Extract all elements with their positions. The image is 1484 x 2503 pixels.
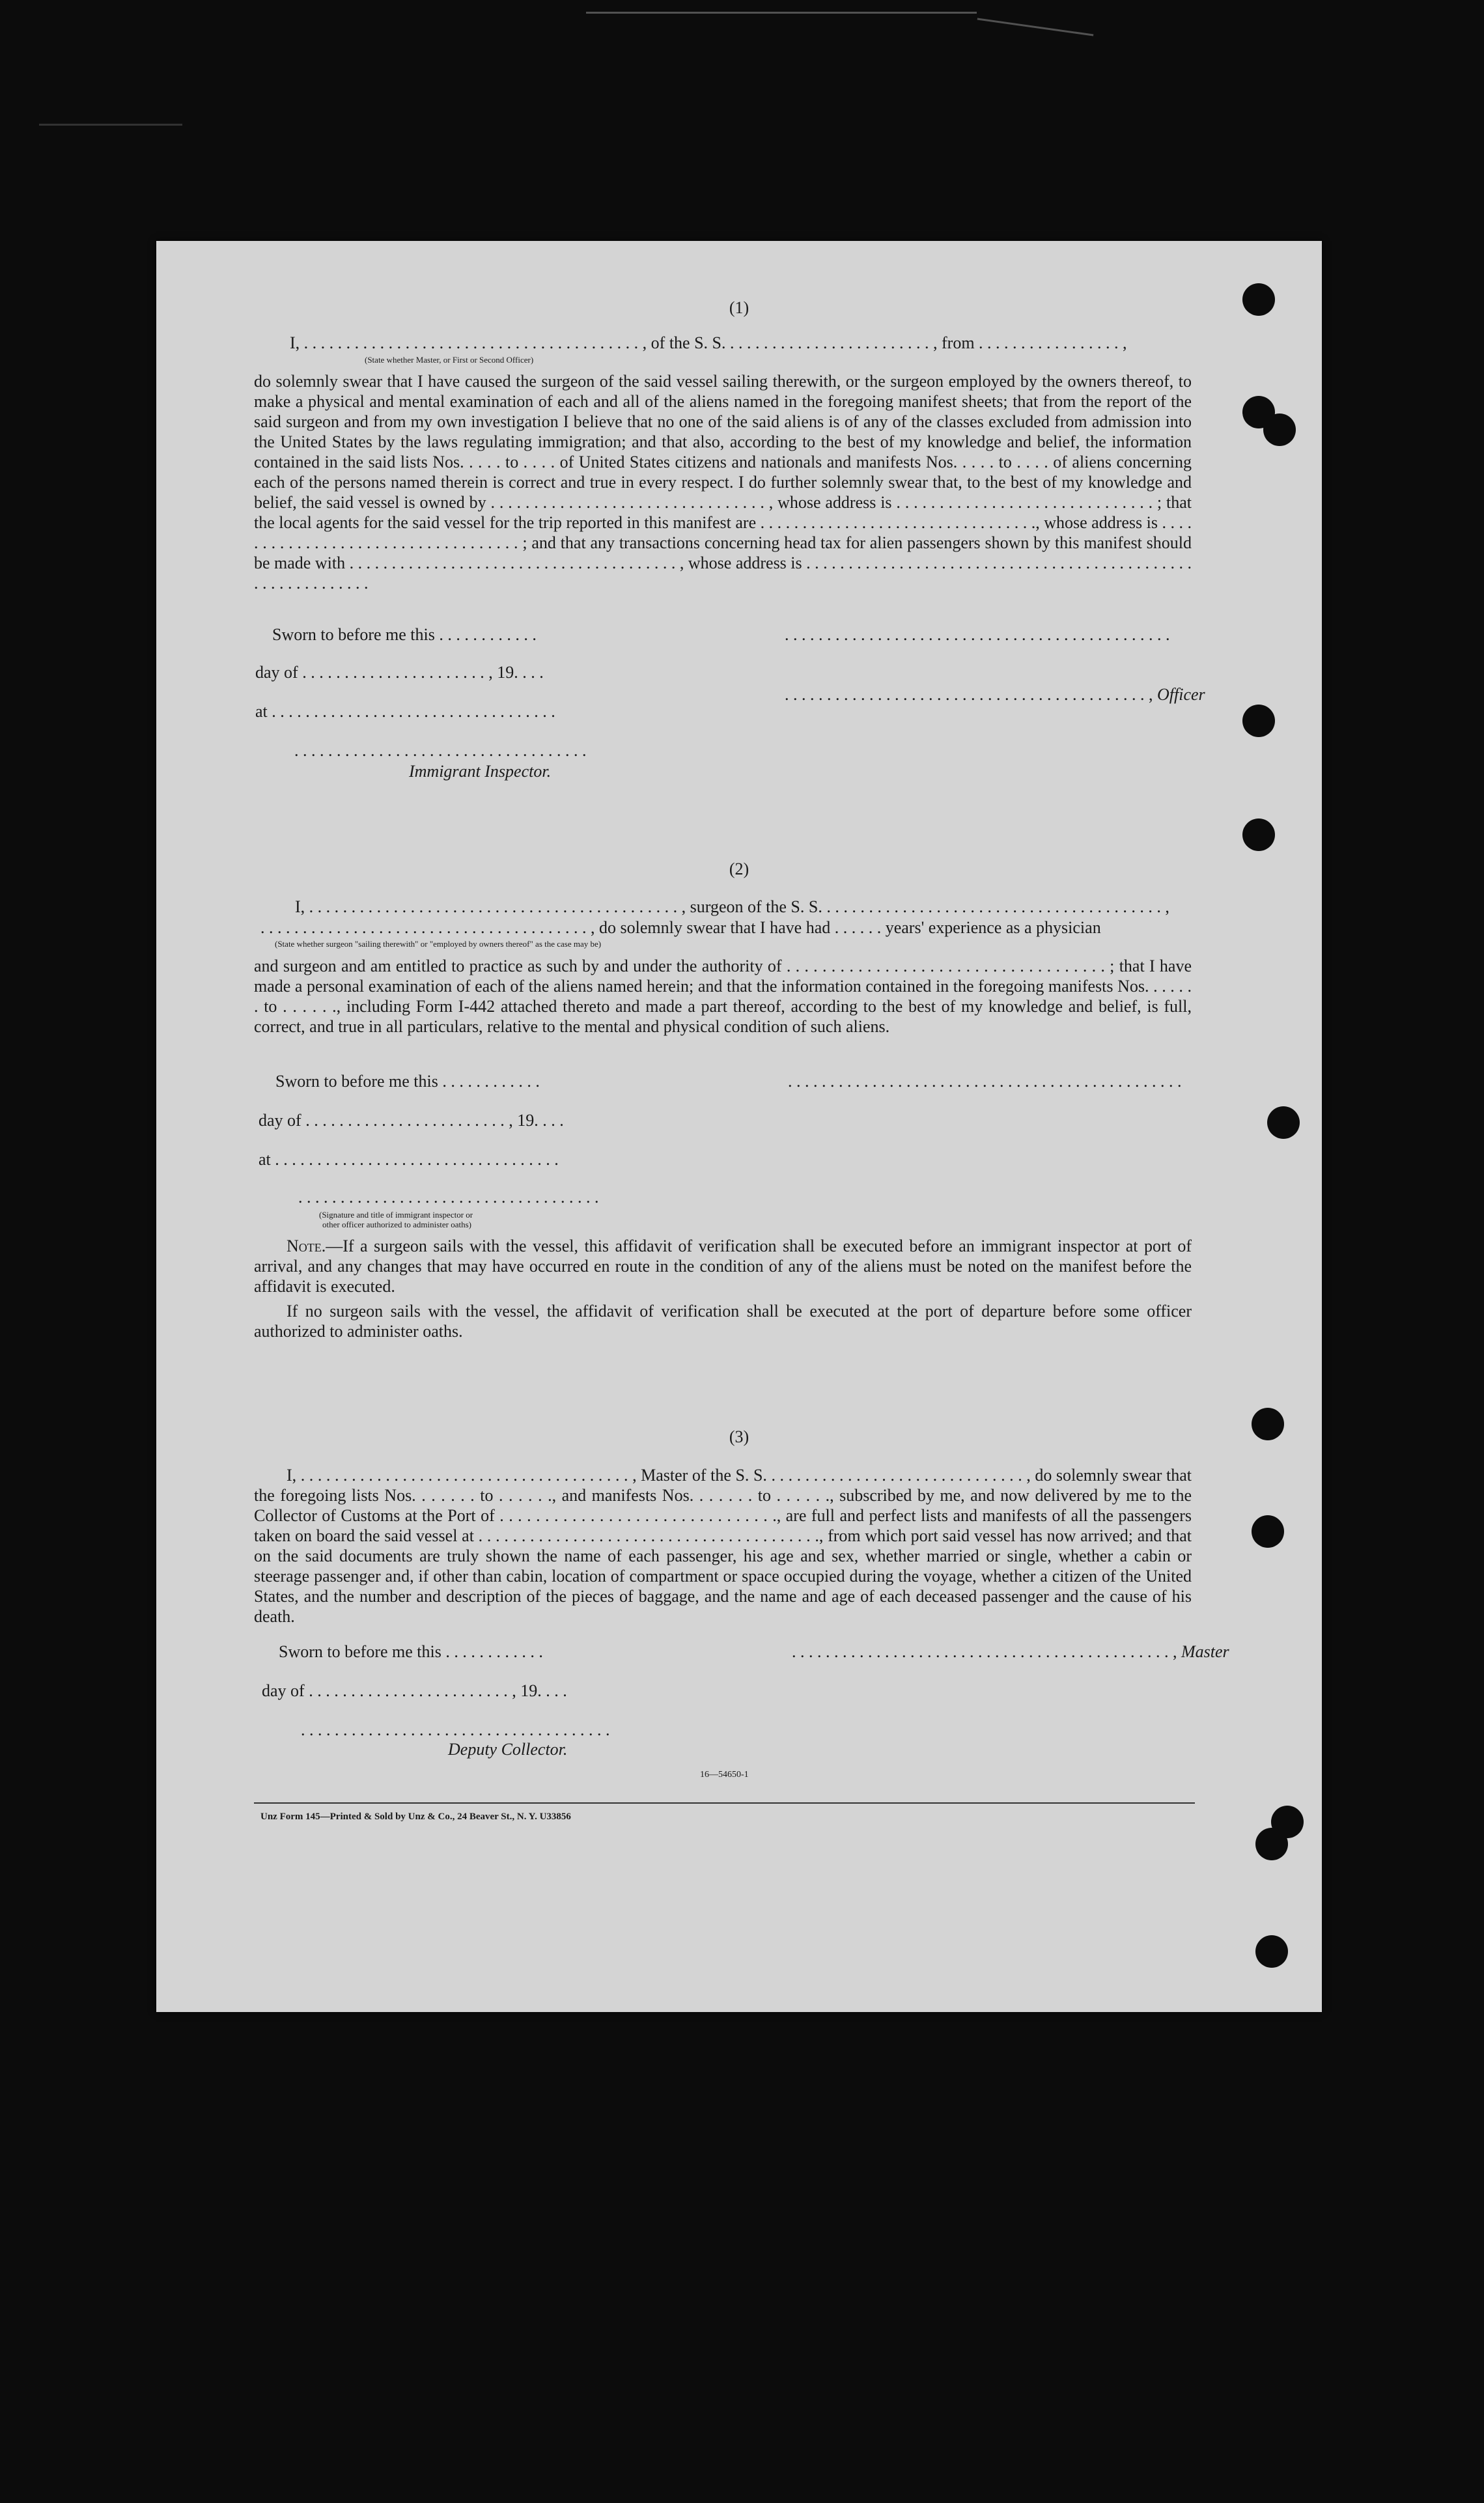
punch-hole xyxy=(1242,705,1275,737)
punch-hole xyxy=(1263,413,1296,446)
section-1-inspector-label: Immigrant Inspector. xyxy=(409,762,552,781)
section-2-inspector-line: . . . . . . . . . . . . . . . . . . . . . . . . . . . . . . . . . . . . xyxy=(298,1188,599,1207)
note-label: Note. xyxy=(287,1237,326,1255)
punch-hole xyxy=(1255,1828,1288,1860)
scan-streak xyxy=(977,18,1094,36)
punch-hole xyxy=(1255,1935,1288,1968)
footer-rule xyxy=(254,1802,1195,1804)
section-2-note-paragraph-2: If no surgeon sails with the vessel, the affidavit of verification shall be executed at the port of departure before some officer authorized to administer oaths. xyxy=(254,1302,1192,1341)
section-2-surgeon-note: (State whether surgeon "sailing therewith" or "employed by owners thereof" as the case may be) xyxy=(275,939,602,949)
section-3-collector-label: Deputy Collector. xyxy=(448,1740,568,1759)
section-3-collector-line: . . . . . . . . . . . . . . . . . . . . . . . . . . . . . . . . . . . . . xyxy=(301,1720,610,1739)
section-1-day-line: day of . . . . . . . . . . . . . . . . . . . . . . , 19. . . . xyxy=(255,663,544,682)
punch-hole xyxy=(1267,1106,1300,1139)
section-1-sworn-line: Sworn to before me this . . . . . . . . . . . . xyxy=(272,625,537,644)
section-3-day-line: day of . . . . . . . . . . . . . . . . . . . . . . . . , 19. . . . xyxy=(262,1681,567,1700)
punch-hole xyxy=(1252,1515,1284,1548)
printer-imprint: Unz Form 145—Printed & Sold by Unz & Co., 24 Beaver St., N. Y. U33856 xyxy=(260,1811,571,1822)
section-2-signature-line: . . . . . . . . . . . . . . . . . . . . . . . . . . . . . . . . . . . . . . . . . . . . . . . xyxy=(788,1072,1182,1091)
section-2-note-paragraph: Note.—If a surgeon sails with the vessel, this affidavit of verification shall be executed before an immigrant inspector at port of arrival, and any changes that may have occurred en route in the condition of any of the aliens must be noted on the manifest before the affidavit is executed. xyxy=(254,1237,1192,1296)
section-2-at-line: at . . . . . . . . . . . . . . . . . . . . . . . . . . . . . . . . . . xyxy=(259,1150,559,1169)
section-2-inspector-note-2: other officer authorized to administer oaths) xyxy=(322,1220,471,1229)
punch-hole xyxy=(1242,818,1275,851)
section-3-master-line: . . . . . . . . . . . . . . . . . . . . . . . . . . . . . . . . . . . . . . . . . . . . . , Master xyxy=(792,1642,1229,1661)
manifest-back-page xyxy=(156,241,1322,2012)
section-2-day-line: day of . . . . . . . . . . . . . . . . . . . . . . . . , 19. . . . xyxy=(259,1111,564,1130)
section-1-rank-note: (State whether Master, or First or Second Officer) xyxy=(365,355,534,365)
section-1-officer-line: . . . . . . . . . . . . . . . . . . . . . . . . . . . . . . . . . . . . . . . . . . . , Officer xyxy=(785,685,1205,704)
form-print-code: 16—54650-1 xyxy=(700,1770,749,1780)
section-1-opening-line: I, . . . . . . . . . . . . . . . . . . . . . . . . . . . . . . . . . . . . . . . . , of the S. S. . . . . . . . . . . . . . . . . . . . . . . . . , from . . . . . . . . . . . . . . . . . , xyxy=(290,333,1127,352)
section-2-inspector-note-1: (Signature and title of immigrant inspector or xyxy=(319,1210,473,1220)
section-2-opening-line: I, . . . . . . . . . . . . . . . . . . . . . . . . . . . . . . . . . . . . . . . . . . . . , surgeon of the S. S. . . . . . . . . . . . . . . . . . . . . . . . . . . . . . . . . . . . . . . . . , xyxy=(295,897,1169,916)
section-2-number: (2) xyxy=(729,860,749,878)
section-3-sworn-line: Sworn to before me this . . . . . . . . . . . . xyxy=(279,1642,543,1661)
section-1-inspector-line: . . . . . . . . . . . . . . . . . . . . . . . . . . . . . . . . . . . xyxy=(294,741,587,760)
officer-label: Officer xyxy=(1157,685,1205,704)
section-2-sworn-line: Sworn to before me this . . . . . . . . . . . . xyxy=(275,1072,540,1091)
section-1-number: (1) xyxy=(729,298,749,317)
section-1-at-line: at . . . . . . . . . . . . . . . . . . . . . . . . . . . . . . . . . . xyxy=(255,702,555,721)
scan-streak xyxy=(39,124,182,126)
section-2-oath-text: and surgeon and am entitled to practice as such by and under the authority of . . . . . . . . . . . . . . . . . . . . . . . . . . . . . . . . . . . . ; that I have made a personal examination of each of the aliens named herein; and that the information contained in the foregoing manifests Nos. . . . . . . to . . . . . ., including Form I-442 attached thereto and made a part thereof, according to the best of my knowledge and belief, is full, correct, and true in all particulars, relative to the mental and physical condition of such aliens. xyxy=(254,957,1192,1036)
master-label: Master xyxy=(1181,1642,1229,1661)
section-1-oath-text: do solemnly swear that I have caused the surgeon of the said vessel sailing therewith, or the surgeon employed by the owners thereof, to make a physical and mental examination of each and all of the aliens named in the foregoing manifest sheets; that from the report of the said surgeon and from my own investigation I believe that no one of the said aliens is of any of the classes excluded from admission into the United States by the laws regulating immigration; and that also, according to the best of my knowledge and belief, the information contained in the said lists Nos. . . . . to . . . . of United States citizens and nationals and manifests Nos. . . . . to . . . . of aliens concerning each of the persons named therein is correct and true in every respect. I do further solemnly swear that, to the best of my knowledge and belief, the said vessel is owned by . . . . . . . . . . . . . . . . . . . . . . . . . . . . . . . . , whose address is . . . . . . . . . . . . . . . . . . . . . . . . . . . . . . ; that the local agents for the said vessel for the trip reported in this manifest are . . . . . . . . . . . . . . . . . . . . . . . . . . . . . . . . ., whose address is . . . . . . . . . . . . . . . . . . . . . . . . . . . . . . . . . . . ; and that any transactions concerning head tax for alien passengers shown by this manifest should be made with . . . . . . . . . . . . . . . . . . . . . . . . . . . . . . . . . . . . . . . , whose address is . . . . . . . . . . . . . . . . . . . . . . . . . . . . . . . . . . . . . . . . . . . . . . . . . . . . . . . . . . . . xyxy=(254,372,1192,593)
scan-streak xyxy=(586,12,977,14)
section-2-experience-line: . . . . . . . . . . . . . . . . . . . . . . . . . . . . . . . . . . . . . . . , do solemnly swear that I have had . . . . . . years' experience as a physician xyxy=(260,918,1101,937)
section-3-number: (3) xyxy=(729,1427,749,1446)
section-3-oath-text: I, . . . . . . . . . . . . . . . . . . . . . . . . . . . . . . . . . . . . . . . , Master of the S. S. . . . . . . . . . . . . . . . . . . . . . . . . . . . . . . , do solemnly swear that the foregoing lists Nos. . . . . . . to . . . . . ., and manifests Nos. . . . . . . to . . . . . ., subscribed by me, and now delivered by me to the Collector of Customs at the Port of . . . . . . . . . . . . . . . . . . . . . . . . . . . . . . ., are full and perfect lists and manifests of all the passengers taken on board the said vessel at . . . . . . . . . . . . . . . . . . . . . . . . . . . . . . . . . . . . . . . ., from which port said vessel has now arrived; and that on the said documents are truly shown the name of each passenger, his age and sex, whether married or single, whether a cabin or steerage passenger and, if other than cabin, location of compartment or space occupied during the voyage, whether a citizen of the United States, and the number and description of the pieces of baggage, and the name and age of each deceased passenger and the cause of his death. xyxy=(254,1466,1192,1626)
section-1-signature-line: . . . . . . . . . . . . . . . . . . . . . . . . . . . . . . . . . . . . . . . . . . . . . . xyxy=(785,625,1170,644)
